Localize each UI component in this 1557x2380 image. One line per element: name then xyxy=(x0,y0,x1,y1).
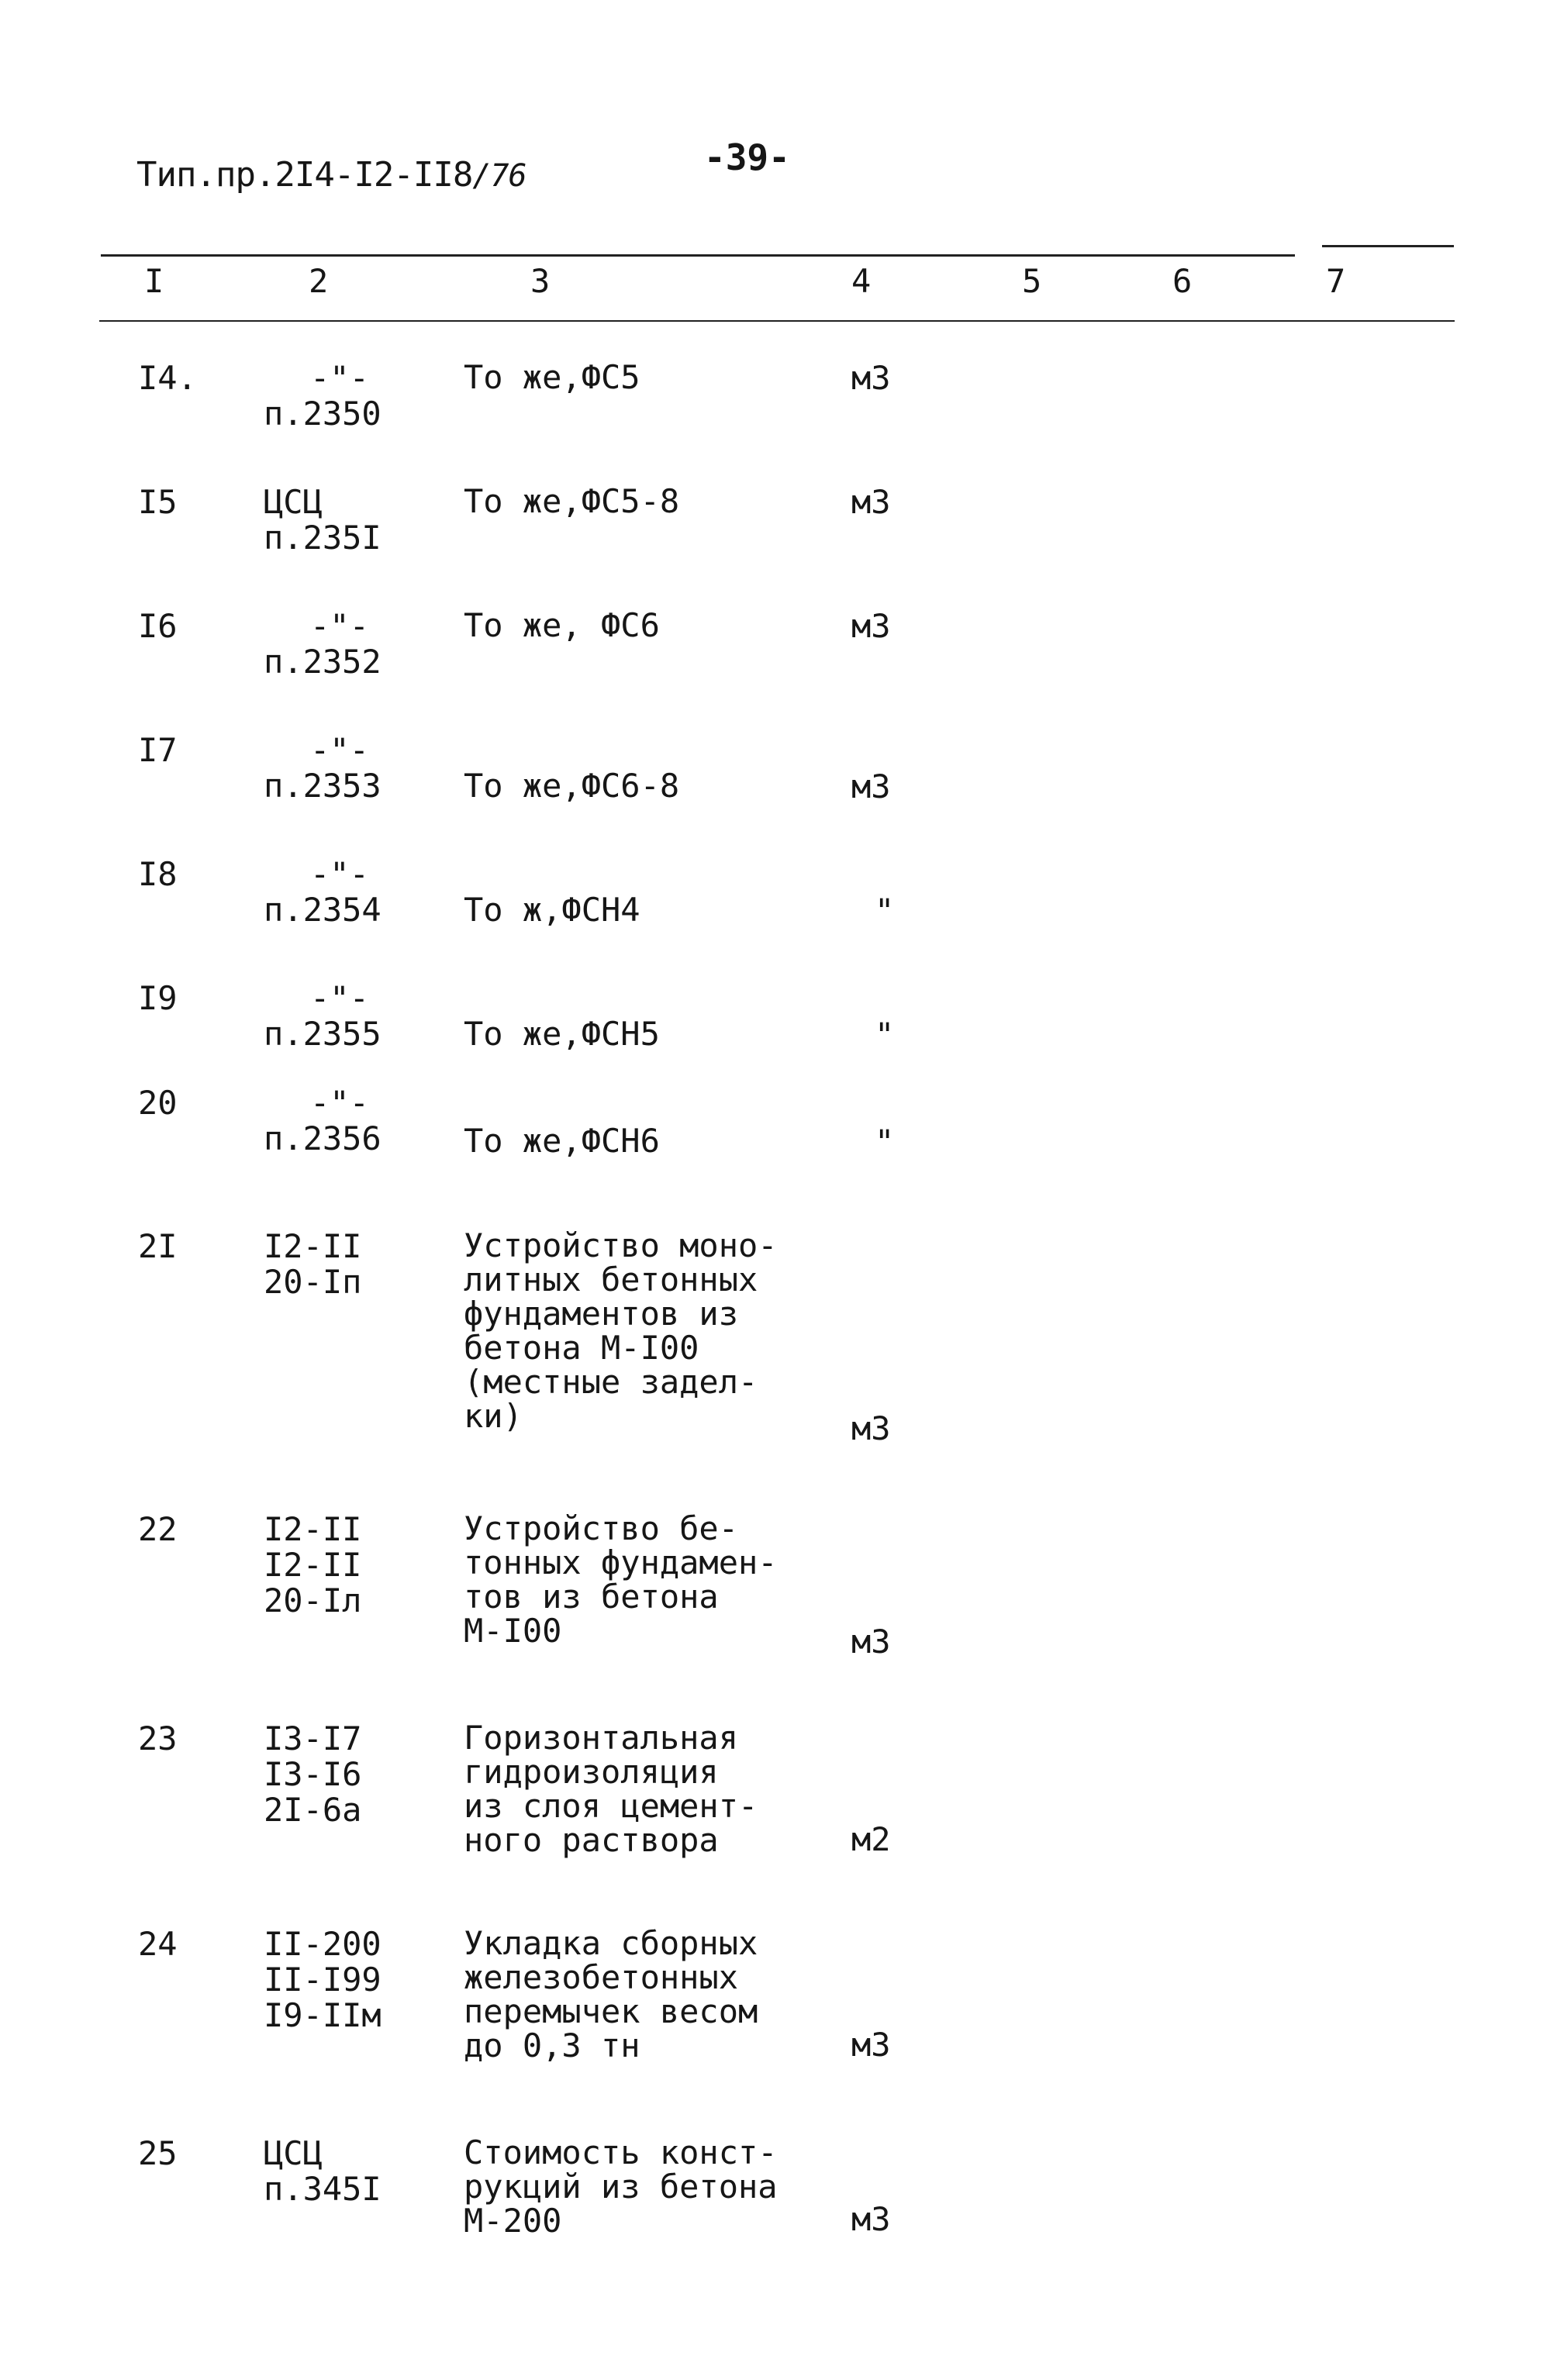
unit: м3 xyxy=(851,1623,891,1661)
col-header-4: 4 xyxy=(851,262,872,300)
norm-reference: п.235I xyxy=(264,519,381,557)
table-top-rule-right xyxy=(1322,245,1454,247)
row-number: 23 xyxy=(138,1719,178,1757)
norm-reference: -"- xyxy=(310,979,369,1017)
work-description: железобетонных xyxy=(464,1958,739,1996)
work-description: Укладка сборных xyxy=(464,1924,758,1962)
unit: м3 xyxy=(851,1409,891,1447)
work-description: фундаментов из xyxy=(464,1295,739,1333)
norm-reference: п.2352 xyxy=(264,643,381,681)
norm-reference: п.2350 xyxy=(264,395,381,433)
work-description: ки) xyxy=(464,1397,523,1435)
work-description: (местные задел- xyxy=(464,1363,758,1401)
unit: м3 xyxy=(851,2200,891,2238)
unit: м3 xyxy=(851,2026,891,2064)
unit: " xyxy=(875,1016,895,1054)
unit: " xyxy=(875,1123,895,1161)
row-number: I9 xyxy=(138,979,178,1017)
work-description: То же, ФС6 xyxy=(464,606,660,644)
row-number: 22 xyxy=(138,1510,178,1548)
norm-reference: -"- xyxy=(310,855,369,893)
work-description: М-I00 xyxy=(464,1612,562,1650)
work-description: ного раствора xyxy=(464,1821,719,1859)
unit: " xyxy=(875,892,895,930)
work-description: Стоимость конст- xyxy=(464,2133,778,2171)
col-header-1: I xyxy=(144,262,164,300)
project-code: Тип.пр.2I4-I2-II8/76 xyxy=(136,155,526,195)
work-description: из слоя цемент- xyxy=(464,1787,758,1825)
work-description: литных бетонных xyxy=(464,1261,758,1299)
row-number: 25 xyxy=(138,2134,178,2172)
norm-reference: п.2355 xyxy=(264,1015,381,1053)
norm-reference: 2I-6а xyxy=(264,1791,362,1829)
work-description: перемычек весом xyxy=(464,1992,758,2030)
col-header-7: 7 xyxy=(1326,262,1346,300)
work-description: То же,ФСН5 xyxy=(464,1015,660,1053)
norm-reference: п.2353 xyxy=(264,767,381,805)
norm-reference: -"- xyxy=(310,607,369,645)
work-description: То ж,ФСН4 xyxy=(464,891,640,929)
work-description: тонных фундамен- xyxy=(464,1544,778,1581)
norm-reference: I3-I6 xyxy=(264,1755,362,1793)
norm-reference: II-I99 xyxy=(264,1961,381,1999)
work-description: рукций из бетона xyxy=(464,2168,778,2206)
norm-reference: I9-IIм xyxy=(264,1996,381,2034)
work-description: То же,ФС5-8 xyxy=(464,482,680,520)
work-description: То же,ФСН6 xyxy=(464,1122,660,1160)
norm-reference: 20-Iп xyxy=(264,1263,362,1301)
project-code-suffix: /76 xyxy=(472,158,526,194)
header-bottom-rule xyxy=(99,320,1455,322)
unit: м3 xyxy=(851,607,891,645)
norm-reference: I2-II xyxy=(264,1546,362,1584)
col-header-3: 3 xyxy=(530,262,551,300)
norm-reference: ЦСЦ xyxy=(264,2134,323,2172)
norm-reference: -"- xyxy=(310,1084,369,1122)
norm-reference: I3-I7 xyxy=(264,1719,362,1757)
norm-reference: I2-II xyxy=(264,1510,362,1548)
col-header-2: 2 xyxy=(309,262,329,300)
norm-reference: п.2354 xyxy=(264,891,381,929)
work-description: Устройство моно- xyxy=(464,1226,778,1264)
work-description: М-200 xyxy=(464,2202,562,2240)
unit: м3 xyxy=(851,767,891,805)
work-description: до 0,3 тн xyxy=(464,2026,640,2064)
unit: м3 xyxy=(851,359,891,397)
col-header-6: 6 xyxy=(1172,262,1193,300)
norm-reference: 20-Iл xyxy=(264,1581,362,1619)
norm-reference: ЦСЦ xyxy=(264,483,323,521)
row-number: 2I xyxy=(138,1227,178,1265)
work-description: тов из бетона xyxy=(464,1578,719,1616)
page-number: -39- xyxy=(704,136,790,178)
row-number: I8 xyxy=(138,855,178,893)
norm-reference: II-200 xyxy=(264,1925,381,1963)
col-header-5: 5 xyxy=(1022,262,1042,300)
work-description: То же,ФС5 xyxy=(464,358,640,396)
work-description: Устройство бе- xyxy=(464,1509,739,1547)
norm-reference: -"- xyxy=(310,359,369,397)
row-number: I5 xyxy=(138,483,178,521)
row-number: 20 xyxy=(138,1084,178,1122)
work-description: Горизонтальная xyxy=(464,1719,739,1757)
unit: м2 xyxy=(851,1820,891,1858)
norm-reference: п.2356 xyxy=(264,1119,381,1157)
unit: м3 xyxy=(851,483,891,521)
work-description: То же,ФС6-8 xyxy=(464,767,680,805)
norm-reference: -"- xyxy=(310,731,369,769)
table-top-rule xyxy=(101,254,1295,257)
row-number: 24 xyxy=(138,1925,178,1963)
row-number: I7 xyxy=(138,731,178,769)
row-number: I4. xyxy=(138,359,197,397)
row-number: I6 xyxy=(138,607,178,645)
work-description: гидроизоляция xyxy=(464,1753,719,1791)
norm-reference: п.345I xyxy=(264,2170,381,2208)
work-description: бетона М-I00 xyxy=(464,1329,699,1367)
norm-reference: I2-II xyxy=(264,1227,362,1265)
